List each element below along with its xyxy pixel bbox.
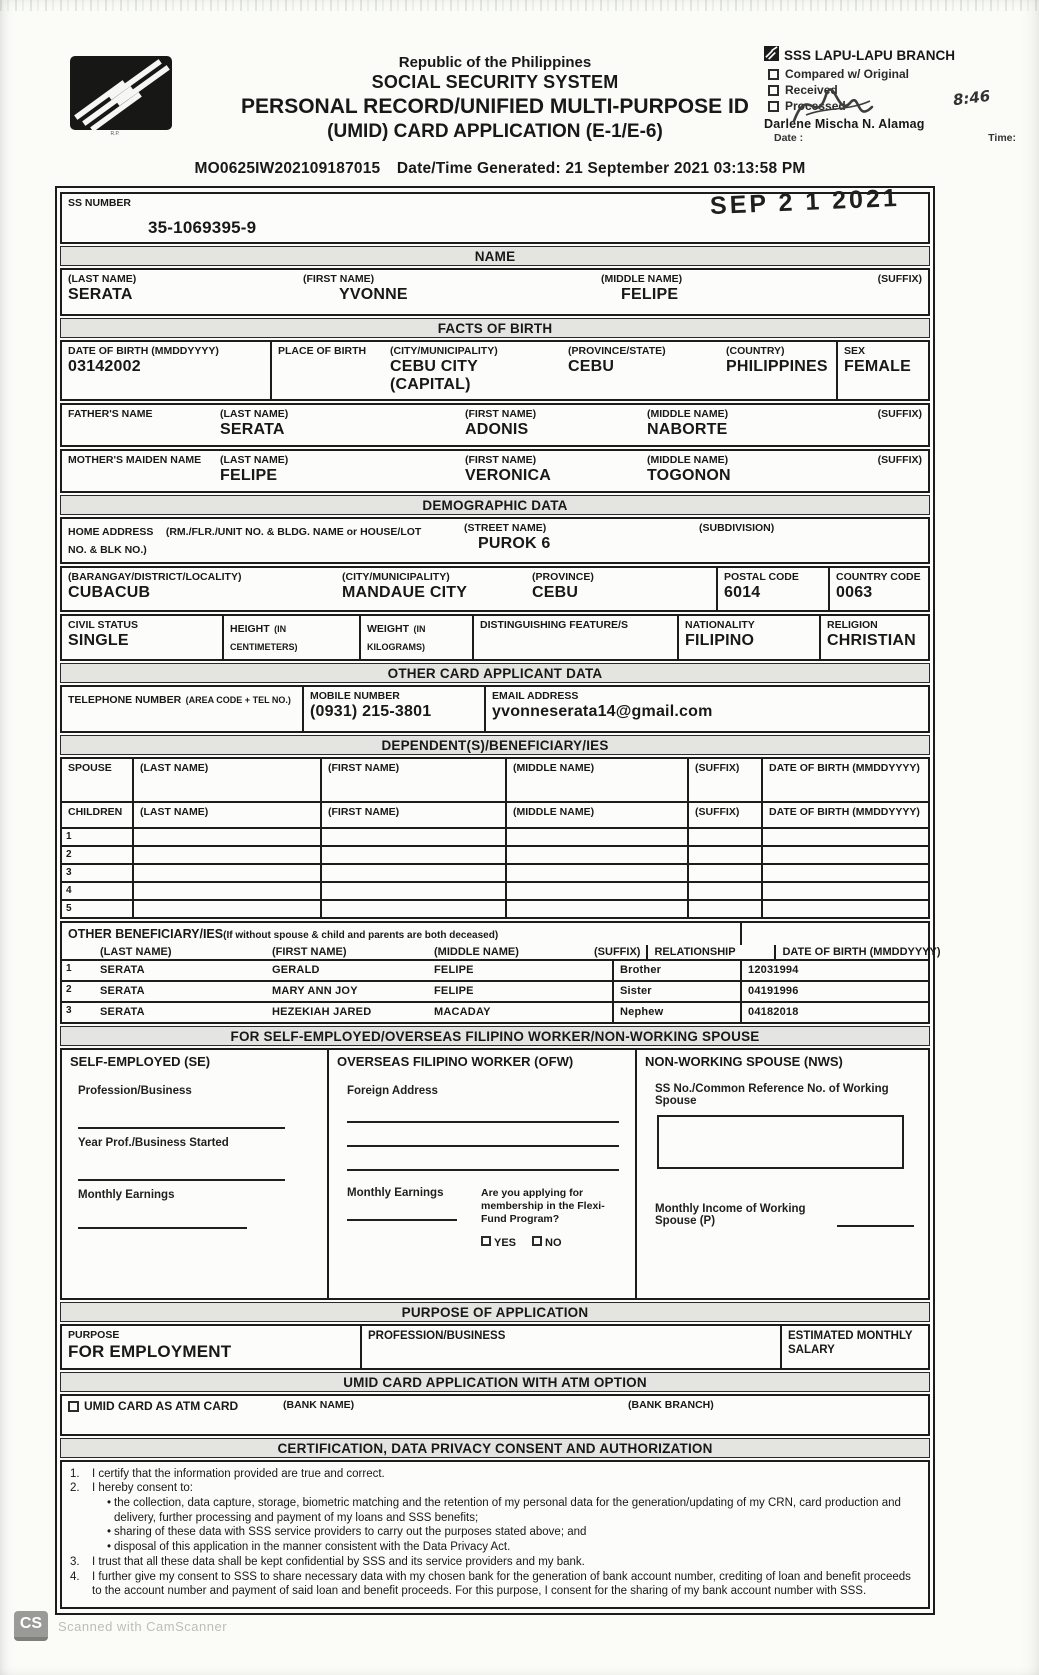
stamp-check-received: Received	[768, 83, 1030, 97]
nws-income-line	[837, 1215, 914, 1227]
beneficiary-dob: 04191996	[740, 982, 928, 1001]
postal-code-label: POSTAL CODE	[724, 570, 799, 583]
middle-name-label: (MIDDLE NAME)	[601, 272, 683, 285]
mobile-label: MOBILE NUMBER	[310, 689, 400, 702]
beneficiary-first: MARY ANN JOY	[272, 984, 358, 997]
beneficiary-dob: 04182018	[740, 1003, 928, 1022]
ofw-address-line	[347, 1147, 619, 1171]
spouse-suffix-label: (SUFFIX)	[687, 759, 761, 801]
cert-consent-bullet: • the collection, data capture, storage, biometric matching and the retention of my personal data for the generation/updating of my CRN, card production and delivery, further processing and payment of my loans and SSS benefits;	[106, 1497, 901, 1524]
checkbox-icon	[768, 85, 779, 96]
beneficiary-last: SERATA	[100, 963, 145, 976]
name-row	[60, 268, 930, 316]
unit-label: (RM./FLR./UNIT NO. & BLDG. NAME or HOUSE/LOT NO. & BLK NO.)	[68, 525, 422, 556]
section-facts-of-birth: FACTS OF BIRTH	[60, 318, 930, 338]
religion-label: RELIGION	[827, 618, 878, 631]
civil-status-value: SINGLE	[68, 631, 129, 649]
subdivision-label: (SUBDIVISION)	[699, 521, 775, 534]
last-name-value: SERATA	[68, 285, 133, 303]
generated-datetime: Date/Time Generated: 21 September 2021 03:13:58 PM	[396, 160, 806, 177]
se-title: SELF-EMPLOYED (SE)	[70, 1053, 211, 1069]
other-beneficiaries-table	[60, 921, 941, 1024]
sex-label: SEX	[844, 344, 866, 357]
received-date-stamp: SEP 2 1 2021	[709, 183, 901, 221]
stamp-branch-name: SSS LAPU-LAPU BRANCH	[784, 47, 956, 63]
distinguishing-feature-label: DISTINGUISHING FEATURE/S	[480, 618, 628, 631]
spouse-first-label: (FIRST NAME)	[320, 759, 505, 801]
barangay-label: (BARANGAY/DISTRICT/LOCALITY)	[68, 570, 242, 583]
first-name-label: (FIRST NAME)	[303, 272, 375, 285]
father-suffix-label: (SUFFIX)	[877, 407, 922, 420]
ofw-column	[327, 1050, 635, 1298]
weight-label: WEIGHT	[367, 622, 409, 635]
branch-receipt-stamp	[764, 46, 1030, 144]
country-code-label: COUNTRY CODE	[836, 570, 921, 583]
se-earnings-label: Monthly Earnings	[78, 1188, 175, 1201]
se-profession-label: Profession/Business	[78, 1084, 192, 1097]
beneficiary-last: SERATA	[100, 984, 145, 997]
section-se-ofw-nws: FOR SELF-EMPLOYED/OVERSEAS FILIPINO WORKER/NON-WORKING SPOUSE	[60, 1026, 930, 1046]
country-line: Republic of the Philippines	[398, 54, 592, 71]
ofw-address-label: Foreign Address	[347, 1084, 438, 1097]
checkbox-icon	[68, 1401, 79, 1412]
father-middle-value: NABORTE	[647, 420, 728, 438]
spouse-dob-label: DATE OF BIRTH (MMDDYYYY)	[761, 759, 928, 801]
camscanner-badge-icon: CS	[14, 1611, 48, 1641]
other-beneficiaries-note: (If without spouse & child and parents are both deceased)	[223, 929, 499, 941]
home-address-label: HOME ADDRESS	[68, 525, 154, 538]
civil-status-label: CIVIL STATUS	[68, 618, 139, 631]
handwritten-time: 8:46	[952, 86, 992, 110]
province-value: CEBU	[532, 583, 579, 601]
child-row: 4	[62, 881, 928, 899]
cert-item: 4. I further give my consent to SSS to share necessary data with my chosen bank for the generation of bank account number, crediting of loan and benefit proceeds to the account number and payment of said loan and benefit proceeds. For this purpose, I consent for the sharing of my bank account number with SSS.	[70, 1570, 911, 1598]
ofw-address-line	[347, 1097, 619, 1123]
checkbox-icon	[532, 1236, 542, 1246]
barangay-row	[60, 566, 930, 612]
spouse-row	[62, 759, 928, 801]
beneficiary-row: 1 SERATA GERALD FELIPE Brother 12031994	[62, 959, 928, 980]
beneficiary-relationship: Nephew	[612, 1003, 740, 1022]
beneficiary-header-row: (LAST NAME) (FIRST NAME) (MIDDLE NAME) (SUFFIX) RELATIONSHIP DATE OF BIRTH (MMDDYYYY)	[62, 945, 928, 959]
agency-line: SOCIAL SECURITY SYSTEM	[371, 72, 619, 93]
document-number: MO0625IW202109187015	[194, 160, 381, 177]
dob-label: DATE OF BIRTH (MMDDYYYY)	[68, 344, 219, 357]
nws-ss-box	[657, 1115, 904, 1169]
ss-number-value: 35-1069395-9	[148, 218, 257, 238]
religion-value: CHRISTIAN	[827, 631, 916, 649]
pob-country-value: PHILIPPINES	[726, 357, 828, 375]
beneficiary-relationship: Brother	[612, 961, 740, 980]
beneficiary-row: 2 SERATA MARY ANN JOY FELIPE Sister 04191996	[62, 980, 928, 1001]
telephone-label: TELEPHONE NUMBER	[68, 693, 182, 706]
mother-first-value: VERONICA	[465, 466, 552, 484]
se-earnings-line	[78, 1201, 247, 1229]
suffix-label: (SUFFIX)	[877, 272, 922, 285]
form-title-block	[235, 54, 755, 143]
cert-consent-bullet: • disposal of this application in the manner consistent with the Data Privacy Act.	[106, 1541, 511, 1554]
scan-noise-strip	[0, 0, 1039, 11]
flexi-yes-option: YES	[481, 1236, 516, 1249]
height-unit-label: (IN CENTIMETERS)	[230, 623, 298, 652]
ofw-earnings-label: Monthly Earnings	[347, 1186, 444, 1199]
ss-number-label: SS NUMBER	[68, 197, 132, 209]
mobile-value: (0931) 215-3801	[310, 702, 432, 720]
mother-last-label: (LAST NAME)	[220, 453, 289, 466]
first-name-value: YVONNE	[339, 285, 408, 303]
estimated-salary-label: ESTIMATED MONTHLY SALARY	[788, 1329, 913, 1356]
checkbox-icon	[768, 69, 779, 80]
checkbox-icon	[481, 1236, 491, 1246]
nws-title: NON-WORKING SPOUSE (NWS)	[645, 1053, 843, 1069]
last-name-label: (LAST NAME)	[68, 272, 137, 285]
beneficiary-middle: MACADAY	[434, 1005, 491, 1018]
father-last-value: SERATA	[220, 420, 285, 438]
cert-item: 3. I trust that all these data shall be kept confidential by SSS and its service providers and my bank.	[70, 1555, 585, 1568]
nationality-value: FILIPINO	[685, 631, 755, 649]
nws-column	[635, 1050, 928, 1298]
beneficiary-last: SERATA	[100, 1005, 145, 1018]
pob-province-value: CEBU	[568, 357, 615, 375]
camscanner-watermark	[14, 1611, 227, 1641]
form-title-line1: PERSONAL RECORD/UNIFIED MULTI-PURPOSE ID	[241, 95, 749, 119]
city-label: (CITY/MUNICIPALITY)	[342, 570, 450, 583]
mother-middle-value: TOGONON	[647, 466, 731, 484]
child-row: 2	[62, 845, 928, 863]
nws-ss-label: SS No./Common Reference No. of Working Spouse	[655, 1082, 889, 1107]
cert-item: 1. I certify that the information provided are true and correct.	[70, 1467, 385, 1480]
profession-business-label: PROFESSION/BUSINESS	[368, 1329, 506, 1342]
children-header-row: CHILDREN (LAST NAME) (FIRST NAME) (MIDDLE NAME) (SUFFIX) DATE OF BIRTH (MMDDYYYY)	[62, 801, 928, 827]
email-value: yvonneserata14@gmail.com	[492, 702, 713, 720]
certification-text	[60, 1460, 930, 1609]
father-first-value: ADONIS	[465, 420, 529, 438]
city-value: MANDAUE CITY	[342, 583, 468, 601]
stamp-time-label: Time:	[988, 132, 1016, 144]
section-certification: CERTIFICATION, DATA PRIVACY CONSENT AND AUTHORIZATION	[60, 1438, 930, 1458]
other-beneficiaries-title: OTHER BENEFICIARY/IES	[68, 926, 224, 941]
umid-as-atm-label: UMID CARD AS ATM CARD	[84, 1398, 239, 1413]
umid-application-form	[55, 183, 941, 1615]
cert-consent-bullet: • sharing of these data with SSS service providers to carry out the purposes stated above; and	[106, 1526, 587, 1539]
barangay-value: CUBACUB	[68, 583, 151, 601]
self-employed-column	[62, 1050, 327, 1298]
se-year-label: Year Prof./Business Started	[78, 1136, 229, 1149]
camscanner-watermark-text: Scanned with CamScanner	[58, 1618, 228, 1634]
nws-income-label: Monthly Income of Working Spouse (P)	[655, 1202, 806, 1227]
middle-name-value: FELIPE	[621, 285, 679, 303]
nationality-label: NATIONALITY	[685, 618, 755, 631]
cert-item: 2. I hereby consent to:	[70, 1482, 194, 1495]
stamp-date-label: Date :	[774, 132, 804, 144]
purpose-row	[60, 1324, 930, 1370]
sex-value: FEMALE	[844, 357, 911, 375]
beneficiary-middle: FELIPE	[434, 984, 474, 997]
spouse-label: SPOUSE	[68, 761, 112, 774]
section-atm-option: UMID CARD APPLICATION WITH ATM OPTION	[60, 1372, 930, 1392]
country-code-value: 0063	[836, 583, 873, 601]
receiving-officer-name: Darlene Mischa N. Alamag	[764, 117, 925, 131]
father-last-label: (LAST NAME)	[220, 407, 289, 420]
stamp-check-processed: Processed	[768, 99, 1030, 113]
form-header	[0, 48, 1039, 168]
contact-row	[60, 685, 930, 733]
pob-province-label: (PROVINCE/STATE)	[568, 344, 666, 357]
stamp-check-compared: Compared w/ Original	[768, 67, 1030, 81]
mother-first-label: (FIRST NAME)	[465, 453, 537, 466]
stamp-logo-icon	[764, 46, 779, 64]
flexi-fund-question: Are you applying for membership in the Flexi-Fund Program?	[481, 1186, 605, 1225]
pob-country-label: (COUNTRY)	[726, 344, 785, 357]
atm-row	[60, 1394, 930, 1436]
father-first-label: (FIRST NAME)	[465, 407, 537, 420]
section-dependents: DEPENDENT(S)/BENEFICIARY/IES	[60, 735, 930, 755]
father-middle-label: (MIDDLE NAME)	[647, 407, 729, 420]
se-ofw-nws-row	[60, 1048, 930, 1300]
se-year-line	[78, 1149, 285, 1181]
svg-text:R.P.: R.P.	[110, 131, 120, 136]
se-profession-line	[78, 1097, 285, 1129]
civil-status-row	[60, 614, 930, 661]
mother-middle-label: (MIDDLE NAME)	[647, 453, 729, 466]
form-title-line2: (UMID) CARD APPLICATION (E-1/E-6)	[327, 120, 663, 142]
height-label: HEIGHT	[230, 622, 270, 635]
mother-suffix-label: (SUFFIX)	[877, 453, 922, 466]
mother-label: MOTHER'S MAIDEN NAME	[68, 453, 202, 466]
mother-last-value: FELIPE	[220, 466, 278, 484]
ofw-title: OVERSEAS FILIPINO WORKER (OFW)	[337, 1053, 574, 1069]
bank-branch-label: (BANK BRANCH)	[628, 1398, 714, 1411]
purpose-value: FOR EMPLOYMENT	[68, 1341, 232, 1361]
pob-city-label: (CITY/MUNICIPALITY)	[390, 344, 498, 357]
street-label: (STREET NAME)	[464, 521, 547, 534]
weight-unit-label: (IN KILOGRAMS)	[367, 623, 426, 652]
beneficiary-first: HEZEKIAH JARED	[272, 1005, 372, 1018]
facts-of-birth-row	[60, 340, 930, 401]
ofw-earnings-line	[347, 1199, 457, 1221]
spouse-middle-label: (MIDDLE NAME)	[505, 759, 687, 801]
telephone-sub-label: (AREA CODE + TEL NO.)	[185, 694, 291, 705]
sss-logo-icon	[70, 56, 172, 136]
flexi-no-option: NO	[532, 1236, 562, 1249]
street-value: PUROK 6	[478, 534, 551, 552]
dob-value: 03142002	[68, 357, 141, 375]
beneficiary-dob: 12031994	[740, 961, 928, 980]
pob-label: PLACE OF BIRTH	[278, 344, 367, 357]
children-label: CHILDREN	[68, 805, 123, 818]
father-name-row	[60, 403, 930, 447]
province-label: (PROVINCE)	[532, 570, 594, 583]
pob-city-value: CEBU CITY (CAPITAL)	[390, 357, 478, 394]
postal-code-value: 6014	[724, 583, 761, 601]
section-name: NAME	[60, 246, 930, 266]
ss-number-row	[60, 183, 930, 244]
child-row: 1	[62, 827, 928, 845]
home-address-row	[60, 517, 930, 564]
bank-name-label: (BANK NAME)	[283, 1398, 355, 1411]
child-row: 5	[62, 899, 928, 917]
beneficiary-relationship: Sister	[612, 982, 740, 1001]
spouse-last-label: (LAST NAME)	[132, 759, 320, 801]
father-label: FATHER'S NAME	[68, 407, 153, 420]
dependents-table	[60, 757, 930, 919]
ofw-address-line	[347, 1123, 619, 1147]
purpose-label: PURPOSE	[68, 1328, 120, 1341]
email-label: EMAIL ADDRESS	[492, 689, 579, 702]
section-purpose: PURPOSE OF APPLICATION	[60, 1302, 930, 1322]
mother-name-row	[60, 449, 930, 493]
document-reference-line	[150, 160, 850, 178]
section-other-card-applicant-data: OTHER CARD APPLICANT DATA	[60, 663, 930, 683]
beneficiary-first: GERALD	[272, 963, 320, 976]
child-row: 3	[62, 863, 928, 881]
checkbox-icon	[768, 101, 779, 112]
beneficiary-row: 3 SERATA HEZEKIAH JARED MACADAY Nephew 04182018	[62, 1001, 928, 1022]
section-demographic-data: DEMOGRAPHIC DATA	[60, 495, 930, 515]
beneficiary-middle: FELIPE	[434, 963, 474, 976]
